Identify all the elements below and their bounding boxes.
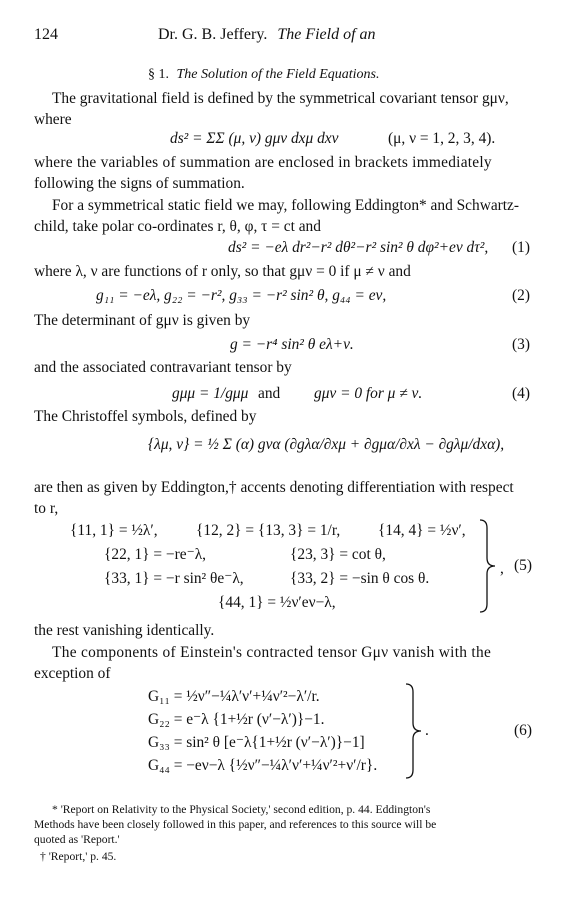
equation-ds: ds² = ΣΣ (μ, ν) gμν dxμ dxν — [170, 130, 339, 147]
equation-3-number: (3) — [512, 336, 530, 353]
equation-1: ds² = −eλ dr²−r² dθ²−r² sin² θ dφ²+eν dτ², — [228, 239, 489, 256]
equation-4-left: gμμ = 1/gμμ — [172, 385, 249, 402]
para-10-line-2: exception of — [34, 665, 111, 682]
eq5-row3-b: {33, 2} = −sin θ cos θ. — [290, 570, 430, 587]
eq5-row2-a: {22, 1} = −re⁻λ, — [104, 546, 207, 563]
equation-3: g = −r⁴ sin² θ eλ+ν. — [230, 336, 354, 353]
para-8-line-1: are then as given by Eddington,† accents denoting differentiation with respect — [34, 479, 514, 496]
running-title-author: Dr. G. B. Jeffery. — [158, 26, 268, 43]
running-title-italic: The Field of an — [277, 26, 376, 43]
para-4: where λ, ν are functions of r only, so that gμν = 0 if μ ≠ ν and — [34, 263, 411, 280]
para-2-line-1: where the variables of summation are enclosed in brackets immediately — [34, 154, 492, 171]
eq5-row3-a: {33, 1} = −r sin² θe⁻λ, — [104, 570, 244, 587]
para-3-line-2: child, take polar co-ordinates r, θ, φ, τ = ct and — [34, 218, 321, 235]
section-number: § 1. — [148, 67, 169, 82]
equation-2-number: (2) — [512, 287, 530, 304]
equation-4-right: gμν = 0 for μ ≠ ν. — [314, 385, 423, 402]
section-heading — [148, 64, 380, 85]
eq6-row2: G₂₂ = e⁻λ {1+½r (ν′−λ′)}−1. — [148, 711, 325, 728]
para-9: the rest vanishing identically. — [34, 622, 215, 639]
eq5-row1-a: {11, 1} = ½λ′, — [70, 522, 158, 539]
eq5-row2-b: {23, 3} = cot θ, — [290, 546, 386, 563]
equation-christoffel: {λμ, ν} = ½ Σ (α) gνα (∂gλα/∂xμ + ∂gμα/∂xλ − ∂gλμ/dxα), — [148, 436, 505, 453]
footnote-1-line-2: Methods have been closely followed in this paper, and references to this source will be — [34, 818, 437, 831]
para-7: The Christoffel symbols, defined by — [34, 408, 257, 425]
eq6-tail: . — [425, 722, 429, 739]
eq5-row1-b: {12, 2} = {13, 3} = 1/r, — [196, 522, 341, 539]
footnote-1-line-1: * 'Report on Relativity to the Physical Society,' second edition, p. 44. Eddington's — [52, 803, 431, 816]
equation-1-number: (1) — [512, 239, 530, 256]
para-5: The determinant of gμν is given by — [34, 312, 251, 329]
eq5-tail: , — [500, 560, 504, 577]
para-1-line-2: where — [34, 111, 72, 128]
para-8-line-2: to r, — [34, 500, 59, 517]
para-3-line-1: For a symmetrical static field we may, following Eddington* and Schwartz- — [52, 197, 520, 214]
eq6-row3: G₃₃ = sin² θ [e⁻λ{1+½r (ν′−λ′)}−1] — [148, 734, 365, 751]
equation-2: g₁₁ = −eλ, g₂₂ = −r², g₃₃ = −r² sin² θ, g₄₄ = eν, — [96, 287, 387, 304]
running-title — [158, 24, 376, 45]
eq5-row4: {44, 1} = ½ν′eν−λ, — [218, 594, 336, 611]
equation-4-number: (4) — [512, 385, 530, 402]
equation-4-and: and — [258, 385, 281, 402]
equation-5-number: (5) — [514, 557, 532, 574]
para-1-line-1: The gravitational field is defined by the symmetrical covariant tensor gμν, — [52, 90, 509, 107]
equation-ds-condition: (μ, ν = 1, 2, 3, 4). — [388, 130, 496, 147]
eq6-right-brace — [404, 682, 426, 780]
footnote-2: † 'Report,' p. 45. — [40, 850, 117, 863]
equation-6-number: (6) — [514, 722, 532, 739]
page-number: 124 — [34, 26, 58, 43]
eq6-row4: G₄₄ = −eν−λ {½ν″−¼λ′ν′+¼ν′²+ν′/r}. — [148, 757, 378, 774]
eq5-row1-c: {14, 4} = ½ν′, — [378, 522, 466, 539]
eq6-row1: G₁₁ = ½ν″−¼λ′ν′+¼ν′²−λ′/r. — [148, 688, 320, 705]
eq5-right-brace — [478, 518, 500, 614]
para-10-line-1: The components of Einstein's contracted tensor Gμν vanish with the — [52, 644, 492, 661]
section-title: The Solution of the Field Equations. — [176, 67, 380, 82]
para-2-line-2: following the signs of summation. — [34, 175, 245, 192]
footnote-1-line-3: quoted as 'Report.' — [34, 833, 120, 846]
para-6: and the associated contravariant tensor by — [34, 359, 292, 376]
